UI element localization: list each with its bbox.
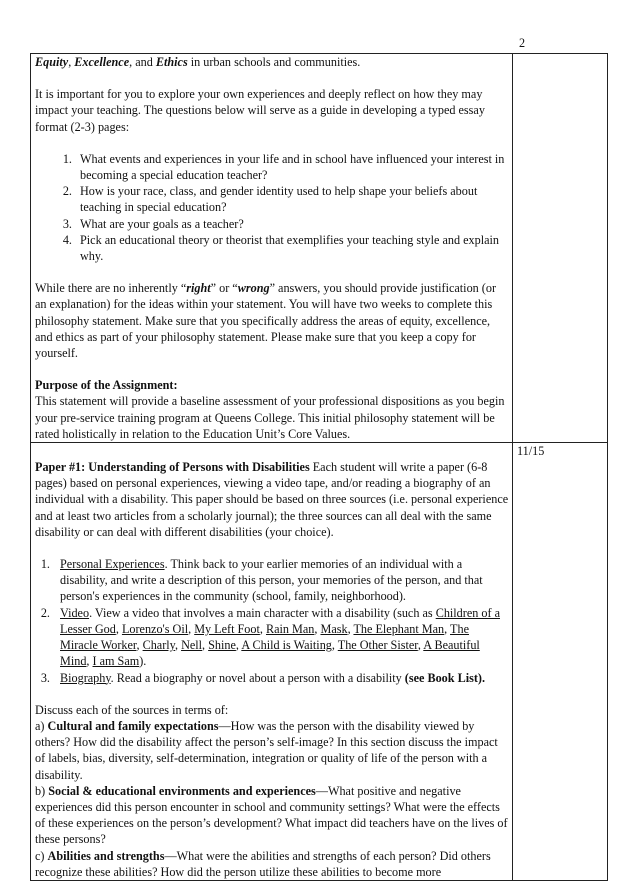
reflection-questions xyxy=(35,151,509,264)
list-item: 3. What are your goals as a teacher? xyxy=(75,216,509,232)
justification-paragraph: While there are no inherently “right” or “wrong” answers, you should provide justification (or an explanation) for the ideas within your statement. You will have two weeks to complete this philosophy statement. Make sure that you specifically address the areas of equity, excellence, and ethics as part of your philosophy statement. Please make sure that you keep a copy for yourself. xyxy=(35,281,497,361)
discuss-item-a: a) Cultural and family expectations—How was the person with the disability viewed by others? How did the disability affect the person’s self-image? In this section discuss the impact of labels, bias, diversity, self-determination, integration or quality of life of the person with a disability. xyxy=(35,718,498,782)
purpose-text: This statement will provide a baseline assessment of your professional dispositions as you begin your pre-service training program at Queens College. This initial philosophy statement will be rated holistically in relation to the Education Unit’s Core Values. xyxy=(35,394,505,441)
date-cell-paper1: 11/15 xyxy=(513,443,608,881)
list-item: 4. Pick an educational theory or theorist that exemplifies your teaching style and explain why. xyxy=(75,232,509,264)
assignment-cell-paper1 xyxy=(31,443,513,881)
paper1-intro: Paper #1: Understanding of Persons with Disabilities Each student will write a paper (6-8 pages) based on personal experiences, viewing a video tape, and/or reading a biography of an individual with a disability. This paper should be based on three sources (i.e. personal experience and at least two articles from a scholarly journal); the three sources can all deal with the same disability or can deal with different disabilities (your choice). xyxy=(35,460,509,539)
philosophy-title: Equity, Excellence, and Ethics in urban schools and communities. xyxy=(35,55,361,69)
paper1-sources xyxy=(35,556,509,686)
list-item: 3. Biography. Read a biography or novel about a person with a disability (see Book List). xyxy=(53,670,509,686)
discuss-intro: Discuss each of the sources in terms of: xyxy=(35,702,229,717)
discuss-item-c: c) Abilities and strengths—What were the abilities and strengths of each person? Did others recognize these abilities? How did the person utilize these abilities to become more xyxy=(35,848,491,879)
table-row-philosophy xyxy=(31,54,608,443)
list-item: 2. Video. View a video that involves a main character with a disability (such as Children of a Lesser God, Lorenzo's Oil, My Left Foot, Rain Man, Mask, The Elephant Man, The Miracle Worker, Charly, Nell, Shine, A Child is Waiting, The Other Sister, A Beautiful Mind, I am Sam). xyxy=(53,605,509,670)
page-number: 2 xyxy=(519,36,526,50)
course-schedule-table xyxy=(30,53,608,881)
date-cell-philosophy xyxy=(513,54,608,443)
purpose-heading: Purpose of the Assignment: xyxy=(35,378,178,393)
list-item: 2. How is your race, class, and gender identity used to help shape your beliefs about teaching in special education? xyxy=(75,183,509,215)
list-item: 1. What events and experiences in your life and in school have influenced your interest in becoming a special education teacher? xyxy=(75,151,509,183)
table-row-paper1 xyxy=(31,443,608,881)
assignment-cell-philosophy xyxy=(31,54,513,443)
list-item: 1. Personal Experiences. Think back to your earlier memories of an individual with a disability, and write a description of this person, your memories of the person, and that person's experiences in the community (school, family, neighborhood). xyxy=(53,556,509,605)
discuss-item-b: b) Social & educational environments and experiences—What positive and negative experiences did this person encounter in school and community settings? What were the effects of these experiences on the person’s development? What impact did teachers have on the lives of these persons? xyxy=(35,783,508,847)
philosophy-intro: It is important for you to explore your own experiences and deeply reflect on how they may impact your teaching. The questions below will serve as a guide in developing a typed essay format (2-3) pages: xyxy=(35,87,485,134)
